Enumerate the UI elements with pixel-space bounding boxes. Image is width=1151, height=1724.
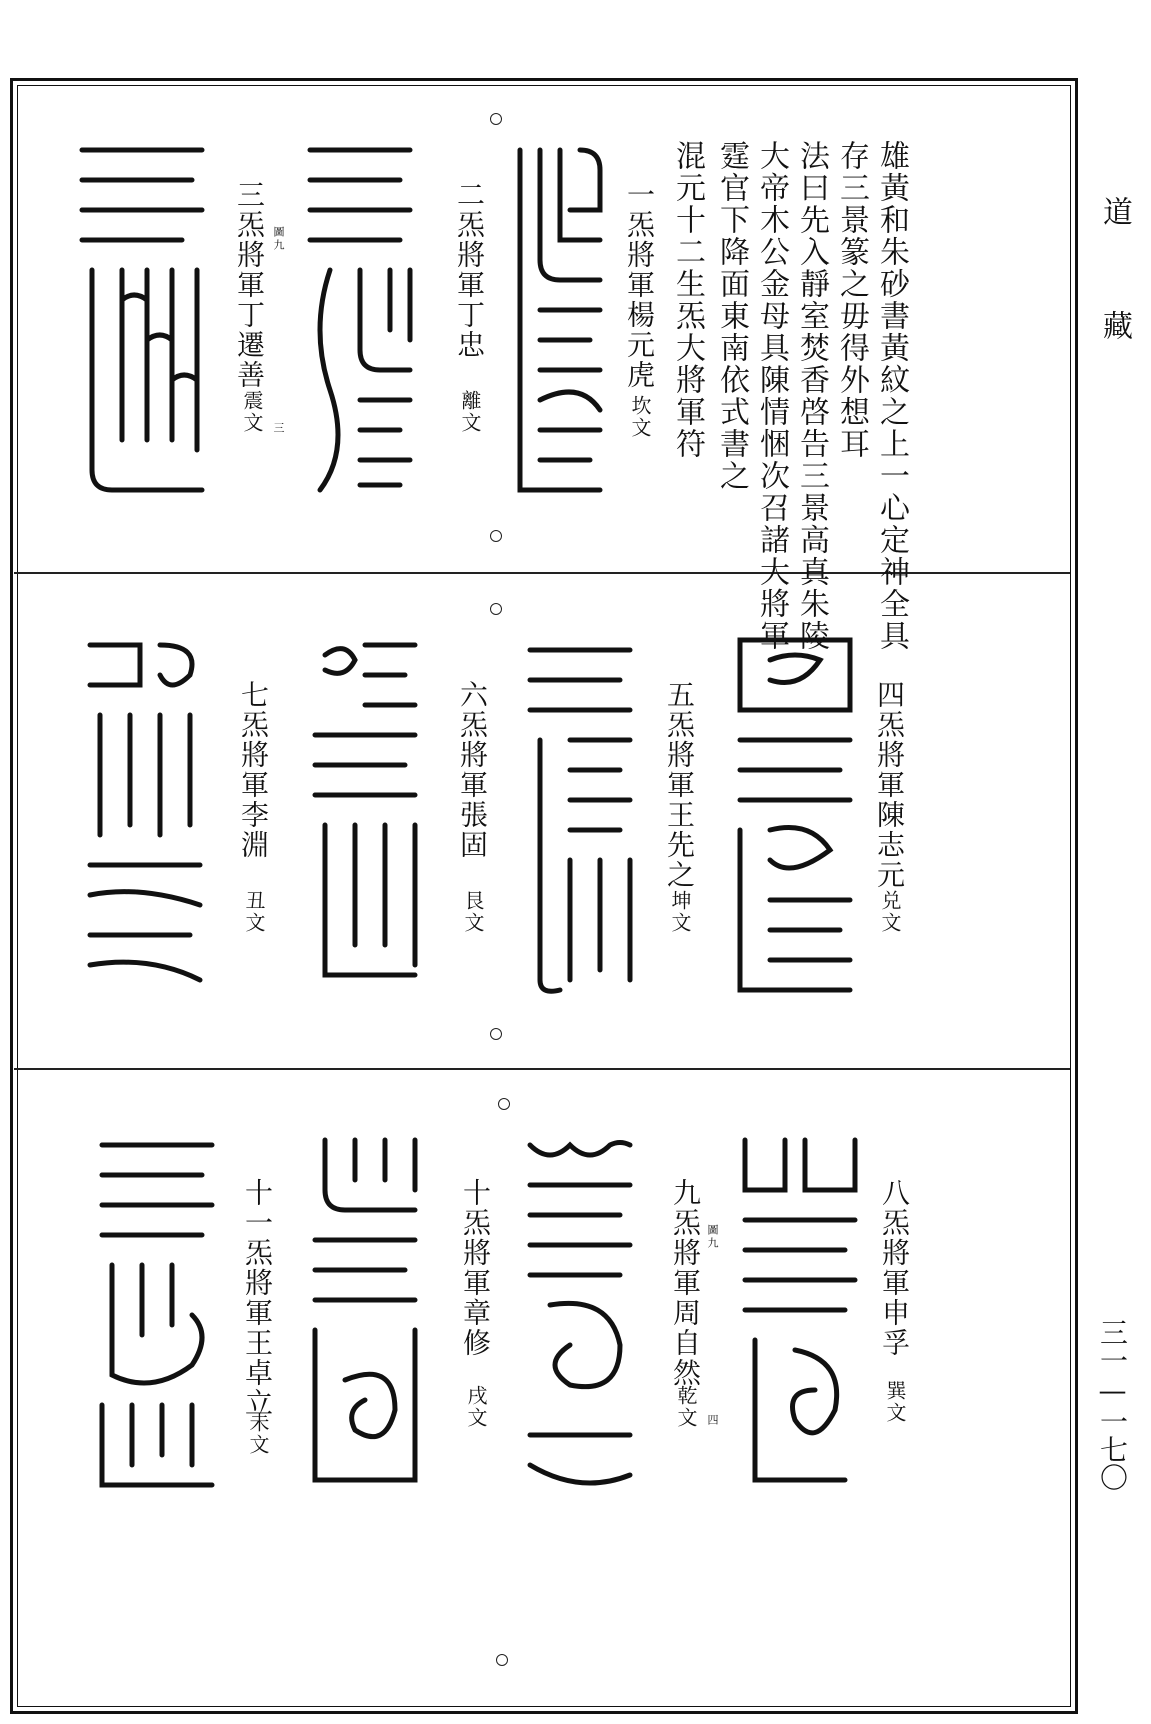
general-3-label: 三炁將軍丁遷善: [233, 180, 266, 390]
section-divider-2: [14, 1068, 1070, 1070]
general-3-note: 圖九: [272, 226, 285, 252]
talisman-3: [72, 140, 212, 500]
general-7-trigram: 丑文: [242, 890, 266, 934]
general-5-trigram: 坤文: [668, 890, 692, 934]
intro-line-5: 霆官下降面東南依式書之: [714, 140, 749, 492]
general-2-trigram: 離文: [458, 390, 482, 434]
collection-label-2: 藏: [1097, 310, 1132, 340]
marker-circle: [490, 113, 502, 125]
general-1-trigram: 坎文: [628, 395, 652, 439]
general-9-trigram: 乾文: [674, 1385, 698, 1429]
general-11-label: 十一炁將軍王卓立: [241, 1178, 274, 1418]
general-2-label: 二炁將軍丁忠: [453, 180, 486, 360]
general-9-note: 圖九: [706, 1224, 719, 1250]
section-divider-1: [14, 572, 1070, 574]
talisman-11: [92, 1135, 222, 1505]
marker-circle: [490, 1028, 502, 1040]
general-4-trigram: 兑文: [878, 890, 902, 934]
marker-circle: [496, 1654, 508, 1666]
general-8-trigram: 巽文: [883, 1380, 907, 1424]
marker-circle: [490, 530, 502, 542]
general-10-label: 十炁將軍章修: [459, 1178, 492, 1358]
general-3-note-2: 三: [272, 422, 285, 435]
general-6-label: 六炁將軍張固: [456, 680, 489, 860]
general-11-trigram: 未文: [246, 1412, 270, 1456]
marker-circle: [498, 1098, 510, 1110]
intro-line-1: 雄黃和朱砂書黃紋之上一心定神全具: [874, 140, 909, 652]
talisman-6: [305, 635, 425, 995]
talisman-7: [80, 635, 210, 995]
general-5-label: 五炁將軍王先之: [663, 680, 696, 890]
talisman-8: [735, 1130, 865, 1500]
general-1-label: 一炁將軍楊元虎: [623, 180, 656, 390]
page-number: 三一—一七〇: [1096, 1318, 1129, 1491]
intro-line-3: 法曰先入靜室焚香啓告三景高真朱陵: [794, 140, 829, 652]
marker-circle: [490, 603, 502, 615]
general-3-trigram: 震文: [240, 390, 264, 434]
intro-line-2: 存三景篆之毋得外想耳: [834, 140, 869, 460]
general-9-label: 九炁將軍周自然: [669, 1178, 702, 1388]
general-4-label: 四炁將軍陳志元: [873, 680, 906, 890]
general-7-label: 七炁將軍李淵: [237, 680, 270, 860]
talisman-9: [520, 1135, 640, 1505]
general-9-note-2: 四: [706, 1414, 719, 1427]
general-8-label: 八炁將軍申孚: [878, 1178, 911, 1358]
talisman-5: [520, 640, 640, 1000]
talisman-10: [305, 1130, 425, 1500]
general-6-trigram: 艮文: [461, 890, 485, 934]
intro-line-4: 大帝木公金母具陳情悃次召諸大將軍: [754, 140, 789, 652]
collection-label: 道: [1097, 196, 1132, 226]
general-10-trigram: 戌文: [464, 1385, 488, 1429]
talisman-1: [500, 140, 620, 500]
section-heading: 混元十二生炁大將軍符: [670, 140, 705, 460]
talisman-2: [300, 130, 420, 500]
talisman-4: [730, 630, 860, 1000]
